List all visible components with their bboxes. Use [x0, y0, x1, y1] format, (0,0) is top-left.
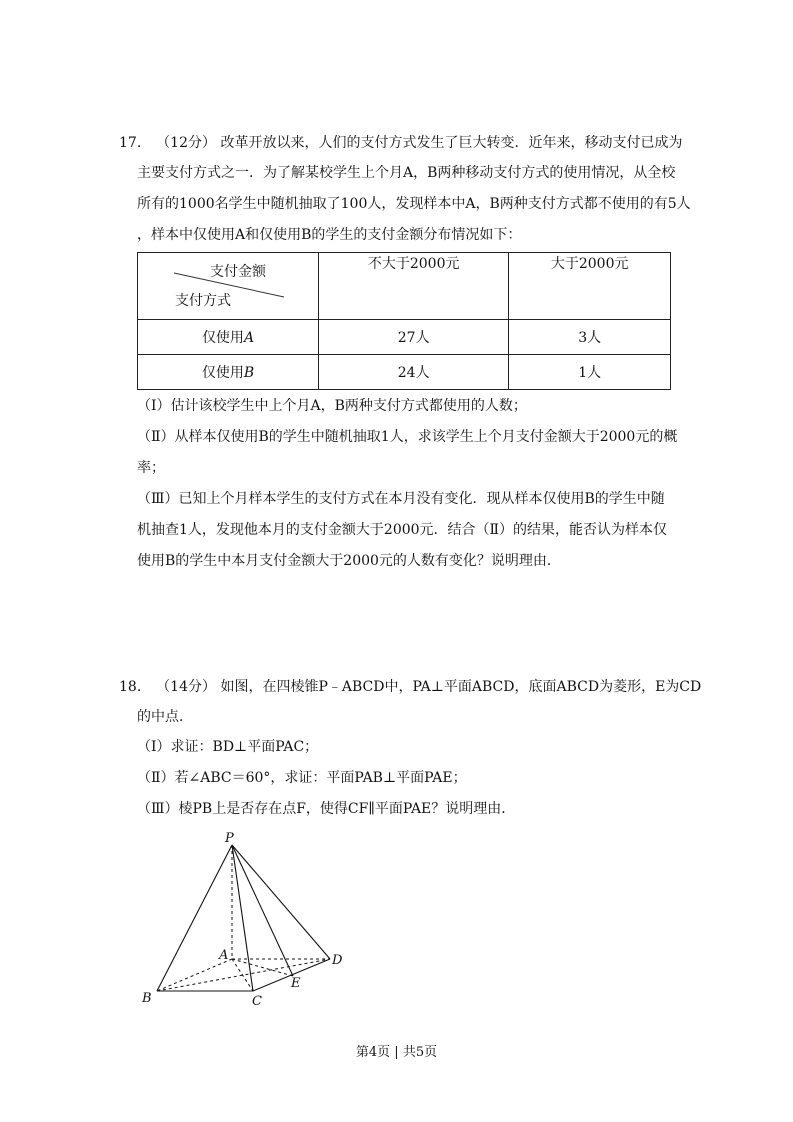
q17-part-2-cont: 率；: [137, 460, 165, 476]
q17-part-3-cont2: 使用B的学生中本月支付金额大于2000元的人数有变化？说明理由．: [137, 553, 561, 569]
q17-text-line-3: ，样本中仅使用A和仅使用B的学生的支付金额分布情况如下：: [137, 227, 522, 243]
col-header-0: 不大于2000元: [319, 253, 509, 320]
q18-text-line-0: 如图，在四棱锥P﹣ABCD中，PA⊥平面ABCD，底面ABCD为菱形，E为CD: [220, 679, 702, 695]
q17-text-line-0: 改革开放以来，人们的支付方式发生了巨大转变．近年来，移动支付已成为: [220, 135, 683, 151]
q18-number: 18.: [119, 679, 142, 695]
q17-part-3: （Ⅲ）已知上个月样本学生的支付方式在本月没有变化．现从样本仅使用B的学生中随: [137, 491, 665, 507]
q17-score: （12分）: [156, 135, 216, 151]
label-C: C: [252, 994, 262, 1009]
q17-text-line-2: 所有的1000名学生中随机抽取了100人，发现样本中A，B两种支付方式都不使用的有5人: [137, 196, 691, 212]
col-header-1: 大于2000元: [509, 253, 671, 320]
q18-text-line-1: 的中点．: [137, 709, 193, 725]
q18-part-2: （Ⅱ）若∠ABC＝60°，求证：平面PAB⊥平面PAE；: [137, 770, 467, 786]
row-label: 仅使用B: [138, 355, 319, 390]
table-corner-cell: [138, 253, 319, 320]
q17-part-1: （Ⅰ）估计该校学生中上个月A，B两种支付方式都使用的人数；: [137, 398, 527, 414]
payment-table: [137, 252, 671, 390]
table-cell: 1人: [509, 355, 671, 390]
label-P: P: [225, 831, 234, 846]
table-cell: 27人: [319, 320, 509, 355]
edge-PD: [232, 845, 330, 959]
q17-text-line-1: 主要支付方式之一．为了解某校学生上个月A，B两种移动支付方式的使用情况，从全校: [137, 165, 676, 181]
q17-part-2: （Ⅱ）从样本仅使用B的学生中随机抽取1人，求该学生上个月支付金额大于2000元的概: [137, 429, 678, 445]
q18-first-line: [119, 677, 701, 697]
label-D: D: [332, 953, 343, 968]
table-cell: 3人: [509, 320, 671, 355]
row-label: 仅使用A: [138, 320, 319, 355]
corner-bottom-label: 支付方式: [175, 293, 231, 309]
corner-top-label: 支付金额: [210, 264, 266, 280]
q17-number: 17.: [119, 135, 142, 151]
table-cell: 24人: [319, 355, 509, 390]
label-B: B: [142, 991, 152, 1006]
q17-first-line: [119, 133, 682, 153]
q18-score: （14分）: [156, 679, 216, 695]
table-header-row: [138, 253, 671, 320]
edge-AB: [157, 959, 232, 991]
label-A: A: [219, 948, 229, 963]
page-footer: 第4页 | 共5页: [355, 1045, 438, 1060]
q18-part-3: （Ⅲ）棱PB上是否存在点F，使得CF∥平面PAE？说明理由．: [137, 801, 516, 817]
pyramid-figure: [135, 828, 350, 1013]
label-E: E: [291, 976, 301, 991]
table-row: [138, 355, 671, 390]
edge-AE: [232, 959, 293, 976]
q17-part-3-cont: 机抽查1人，发现他本月的支付金额大于2000元．结合（Ⅱ）的结果，能否认为样本仅: [137, 522, 668, 538]
edge-PB: [157, 845, 232, 991]
edge-BD: [157, 959, 330, 991]
table-row: [138, 320, 671, 355]
q18-part-1: （Ⅰ）求证：BD⊥平面PAC；: [137, 739, 319, 755]
